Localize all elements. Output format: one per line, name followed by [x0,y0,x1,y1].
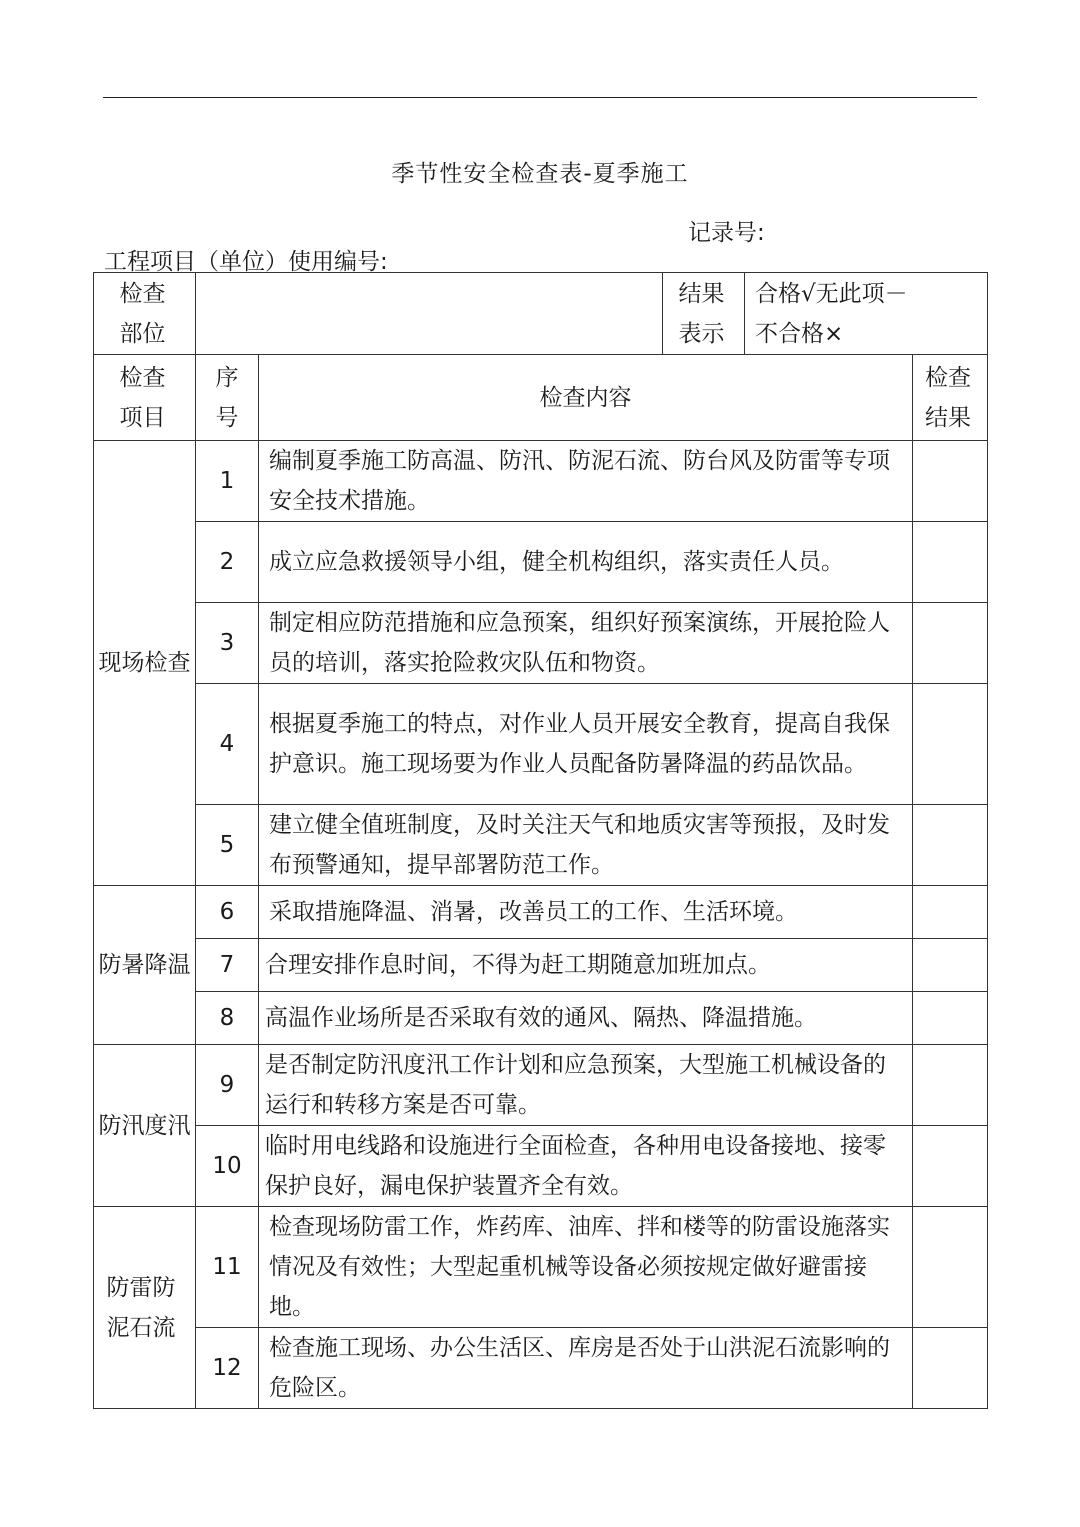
result-cell[interactable] [913,1045,988,1126]
result-cell[interactable] [913,886,988,939]
record-number-label: 记录号: [688,220,765,246]
content-cell: 制定相应防范措施和应急预案，组织好预案演练，开展抢险人员的培训，落实抢险救灾队伍和物资。 [259,603,913,684]
content-cell: 高温作业场所是否采取有效的通风、隔热、降温措施。 [259,992,913,1045]
legend-line-2: 不合格× [755,320,844,347]
seq-cell: 12 [196,1328,259,1409]
category-cell: 防暑降温 [94,886,196,1045]
col-header-content: 检查内容 [259,355,913,441]
content-cell: 检查施工现场、办公生活区、库房是否处于山洪泥石流影响的危险区。 [259,1328,913,1409]
result-cell[interactable] [913,992,988,1045]
content-cell: 建立健全值班制度，及时关注天气和地质灾害等预报，及时发布预警通知，提早部署防范工作。 [259,805,913,886]
table-row [94,522,988,603]
seq-cell: 1 [196,441,259,522]
content-cell: 合理安排作息时间，不得为赶工期随意加班加点。 [259,939,913,992]
table-row [94,939,988,992]
location-label: 检查部位 [94,273,196,355]
result-cell[interactable] [913,1207,988,1328]
result-cell[interactable] [913,1126,988,1207]
result-cell[interactable] [913,603,988,684]
table-row [94,1328,988,1409]
result-cell[interactable] [913,939,988,992]
table-row [94,1045,988,1126]
table-row [94,603,988,684]
table-row [94,684,988,805]
content-cell: 采取措施降温、消暑，改善员工的工作、生活环境。 [259,886,913,939]
table-row [94,1207,988,1328]
result-legend [745,273,988,355]
table-row [94,1126,988,1207]
category-cell: 现场检查 [94,441,196,886]
seq-cell: 4 [196,684,259,805]
seq-cell: 2 [196,522,259,603]
category-cell: 防汛度汛 [94,1045,196,1207]
seq-cell: 7 [196,939,259,992]
col-header-seq: 序号 [196,355,259,441]
table-row [94,441,988,522]
content-cell: 编制夏季施工防高温、防汛、防泥石流、防台风及防雷等专项安全技术措施。 [259,441,913,522]
col-header-result: 检查结果 [913,355,988,441]
result-cell[interactable] [913,1328,988,1409]
inspection-table [93,272,988,1409]
seq-cell: 9 [196,1045,259,1126]
location-value-cell[interactable] [196,273,663,355]
seq-cell: 5 [196,805,259,886]
page-title: 季节性安全检查表-夏季施工 [391,161,689,187]
seq-cell: 8 [196,992,259,1045]
result-cell[interactable] [913,805,988,886]
seq-cell: 6 [196,886,259,939]
col-header-item: 检查项目 [94,355,196,441]
result-cell[interactable] [913,684,988,805]
table-row [94,886,988,939]
content-cell: 是否制定防汛度汛工作计划和应急预案，大型施工机械设备的运行和转移方案是否可靠。 [259,1045,913,1126]
content-cell: 检查现场防雷工作，炸药库、油库、拌和楼等的防雷设施落实情况及有效性；大型起重机械等设备必须按规定做好避雷接地。 [259,1207,913,1328]
result-cell[interactable] [913,522,988,603]
category-cell: 防雷防泥石流 [94,1207,196,1409]
result-cell[interactable] [913,441,988,522]
seq-cell: 10 [196,1126,259,1207]
seq-cell: 11 [196,1207,259,1328]
content-cell: 临时用电线路和设施进行全面检查，各种用电设备接地、接零保护良好，漏电保护装置齐全有效。 [259,1126,913,1207]
seq-cell: 3 [196,603,259,684]
table-row [94,992,988,1045]
content-cell: 成立应急救援领导小组，健全机构组织，落实责任人员。 [259,522,913,603]
header-rule [103,97,977,98]
content-cell: 根据夏季施工的特点，对作业人员开展安全教育，提高自我保护意识。施工现场要为作业人员配备防暑降温的药品饮品。 [259,684,913,805]
table-row [94,805,988,886]
project-number-label: 工程项目（单位）使用编号: [104,249,388,275]
legend-line-1: 合格√无此项－ [755,280,908,307]
result-legend-label: 结果表示 [663,273,745,355]
